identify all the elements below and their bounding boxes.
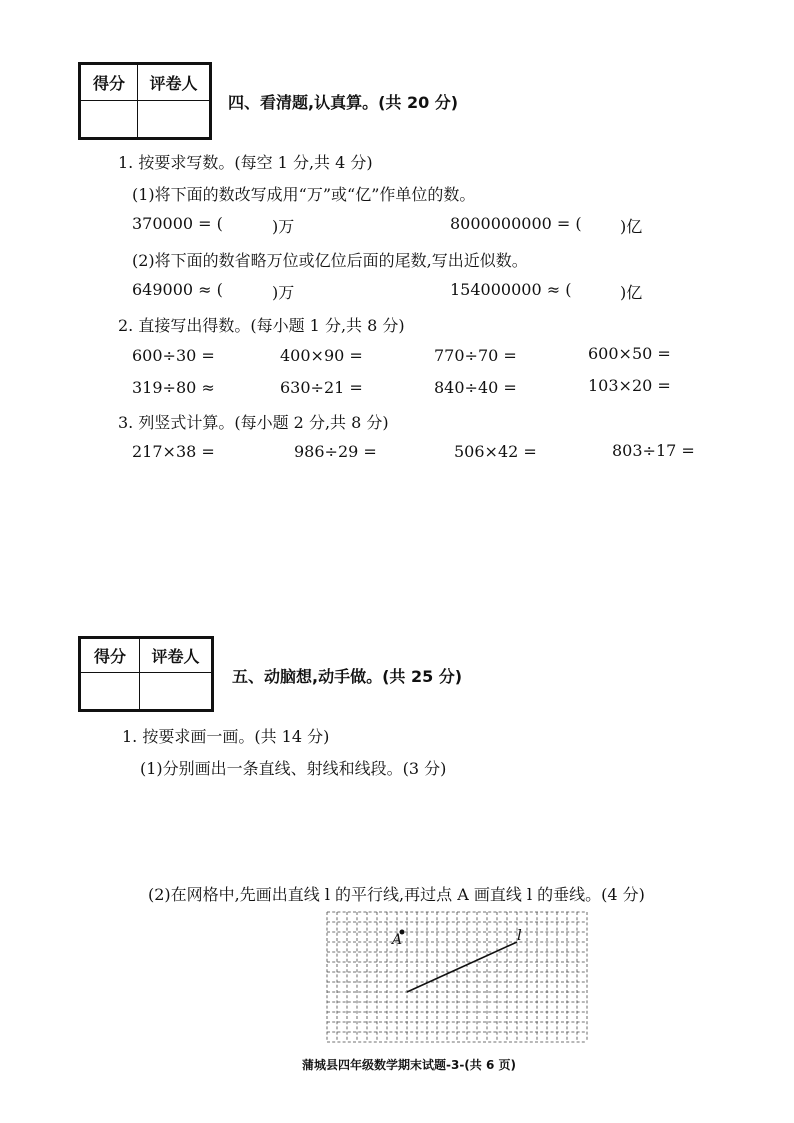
q1-p1-b-unit: )亿 — [620, 217, 643, 236]
line-l — [407, 942, 517, 992]
s5-q1-heading: 1. 按要求画一画。(共 14 分) — [122, 727, 330, 746]
q2-r1-c2: 400×90 = — [280, 346, 363, 365]
q2-r2-c1: 319÷80 ≈ — [132, 378, 215, 397]
s5-q1-part2: (2)在网格中,先画出直线 l 的平行线,再过点 A 画直线 l 的垂线。(4 分) — [148, 885, 645, 904]
q1-p2-a: 649000 ≈ ( — [132, 280, 223, 299]
grader-cell[interactable] — [140, 673, 212, 710]
q1-p1-a: 370000 = ( — [132, 214, 223, 233]
section5-title: 五、动脑想,动手做。(共 25 分) — [232, 667, 463, 686]
section4-title: 四、看清题,认真算。(共 20 分) — [228, 93, 459, 112]
q1-part2: (2)将下面的数省略万位或亿位后面的尾数,写出近似数。 — [132, 251, 528, 270]
grader-label: 评卷人 — [138, 65, 210, 101]
q3-item1: 217×38 = — [132, 442, 215, 461]
q1-p2-a-unit: )万 — [272, 283, 295, 302]
score-cell[interactable] — [81, 673, 140, 710]
line-l-label: l — [517, 926, 522, 944]
q1-part1: (1)将下面的数改写成用“万”或“亿”作单位的数。 — [132, 185, 476, 204]
q3-heading: 3. 列竖式计算。(每小题 2 分,共 8 分) — [118, 413, 389, 432]
q1-p2-b: 154000000 ≈ ( — [450, 280, 572, 299]
grader-cell[interactable] — [138, 101, 210, 138]
q2-heading: 2. 直接写出得数。(每小题 1 分,共 8 分) — [118, 316, 405, 335]
grader-label: 评卷人 — [140, 639, 212, 673]
point-a-label: A — [392, 932, 403, 948]
score-label: 得分 — [81, 639, 140, 673]
q3-item4: 803÷17 = — [612, 441, 695, 460]
q1-heading: 1. 按要求写数。(每空 1 分,共 4 分) — [118, 153, 373, 172]
drawing-grid[interactable] — [327, 912, 589, 1044]
s5-q1-part1: (1)分别画出一条直线、射线和线段。(3 分) — [140, 759, 447, 778]
q2-r1-c3: 770÷70 = — [434, 346, 517, 365]
q2-r1-c4: 600×50 = — [588, 344, 671, 363]
score-cell[interactable] — [81, 101, 138, 138]
q2-r2-c2: 630÷21 = — [280, 378, 363, 397]
q3-item3: 506×42 = — [454, 442, 537, 461]
score-box-section5 — [78, 636, 214, 712]
q2-r2-c4: 103×20 = — [588, 376, 671, 395]
q1-p1-b: 8000000000 = ( — [450, 214, 582, 233]
score-label: 得分 — [81, 65, 138, 101]
q2-r1-c1: 600÷30 = — [132, 346, 215, 365]
q3-item2: 986÷29 = — [294, 442, 377, 461]
q1-p1-a-unit: )万 — [272, 217, 295, 236]
grid-lines — [327, 912, 587, 1042]
page-footer: 蒲城县四年级数学期末试题-3-(共 6 页) — [302, 1058, 516, 1072]
q1-p2-b-unit: )亿 — [620, 283, 643, 302]
q2-r2-c3: 840÷40 = — [434, 378, 517, 397]
score-box-section4 — [78, 62, 212, 140]
